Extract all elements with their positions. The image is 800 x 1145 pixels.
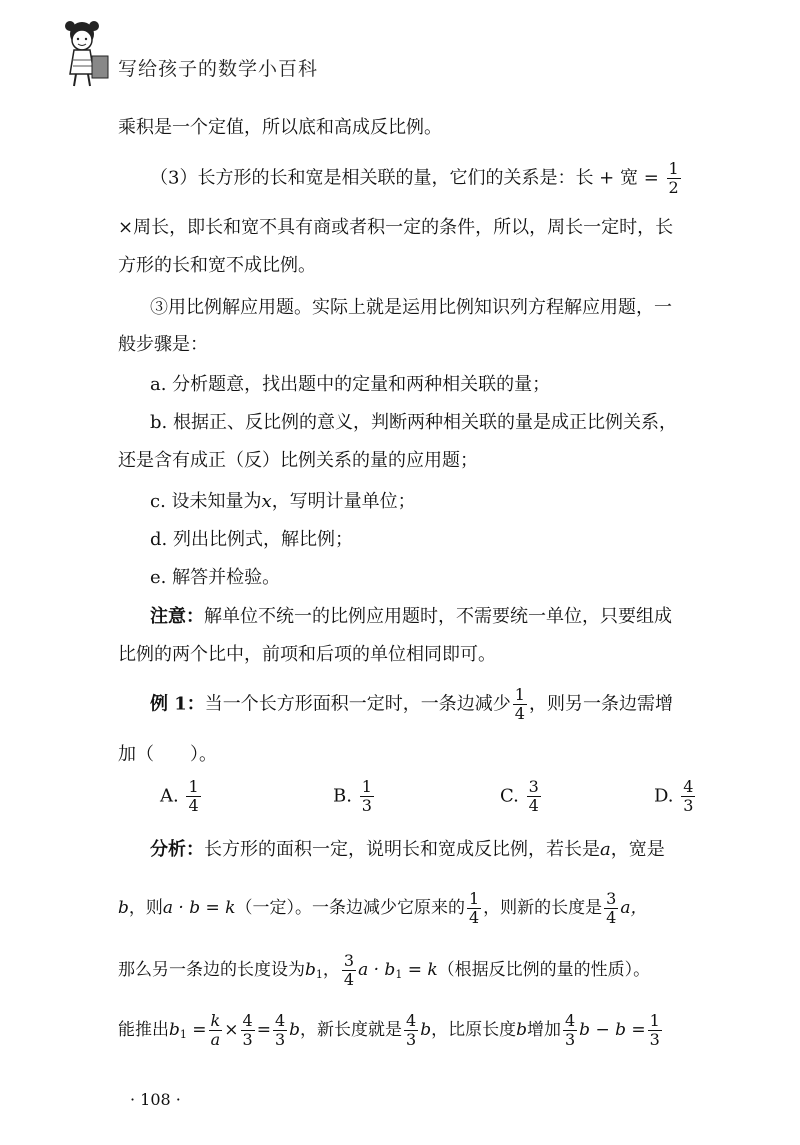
text-segment: 能推出 [118,1020,169,1040]
text-segment: 当一个长方形面积一定时，一条边减少 [204,693,511,715]
text-segment: （3）长方形的长和宽是相关联的量，它们的关系是：长 + 宽 = [150,167,659,189]
text-line: e. 解答并检验。 [150,567,281,588]
fraction [681,778,695,815]
option-label: C. [500,785,519,807]
text-segment: ，比原长度 [431,1020,517,1040]
formula: b − b = [579,1020,646,1040]
book-title: 写给孩子的数学小百科 [118,58,319,80]
fraction [360,778,374,815]
fraction [342,952,356,989]
variable: b [118,898,129,918]
fraction-numerator: 1 [514,685,525,704]
option-c [500,778,543,815]
variable: b [516,1020,527,1040]
variable: a [600,839,611,860]
page-number: · 108 · [130,1090,181,1109]
fraction-numerator: 4 [274,1011,286,1030]
fraction-denominator: 3 [406,1030,417,1049]
fraction [467,890,481,927]
text-line: 般步骤是： [118,334,208,355]
option-b [333,778,376,815]
text-segment: ，新长度就是 [300,1020,403,1040]
fraction-denominator: 3 [683,796,694,815]
fraction [513,686,527,723]
fraction-denominator: 3 [361,796,372,815]
fraction-denominator: 3 [274,1030,286,1049]
fraction-numerator: 4 [242,1011,253,1030]
text-line [150,686,673,723]
text-line [118,1012,664,1049]
fraction-denominator: 4 [514,704,525,723]
fraction [241,1012,255,1049]
variable: b [169,1020,180,1040]
fraction-denominator: a [210,1030,221,1049]
fraction-numerator: k [210,1011,221,1030]
text-segment: a， [620,898,648,918]
variable: x [261,491,272,512]
text-line: 还是含有成正（反）比例关系的量的应用题； [118,450,478,471]
option-label: D. [654,785,674,807]
analysis-label: 分析： [150,839,204,860]
fraction-denominator: 4 [606,908,617,927]
text-line: 方形的长和宽不成比例。 [118,255,316,276]
fraction-denominator: 3 [649,1030,660,1049]
text-segment: = [186,1020,207,1040]
variable: b [289,1020,301,1040]
girl-mascot-icon [62,14,118,88]
text-line [150,605,672,629]
text-line [150,160,683,197]
note-label: 注意： [150,606,204,627]
text-line [118,890,648,927]
fraction [604,890,618,927]
text-segment: ，则新的长度是 [483,898,603,918]
text-segment: = [256,1020,271,1040]
option-d [654,778,697,815]
fraction [186,778,200,815]
fraction-numerator: 1 [668,159,679,178]
option-label: A. [160,785,179,807]
fraction-denominator: 4 [188,796,199,815]
fraction-numerator: 1 [188,777,199,796]
fraction-denominator: 4 [468,908,480,927]
fraction [404,1012,418,1049]
text-line: a. 分析题意，找出题中的定量和两种相关联的量； [150,374,551,395]
fraction-denominator: 2 [668,178,679,197]
formula: = k [402,960,438,980]
fraction-numerator: 1 [361,777,372,796]
text-line: 乘积是一个定值，所以底和高成反比例。 [118,117,442,138]
fraction-numerator: 4 [406,1011,417,1030]
text-segment: 解单位不统一的比例应用题时，不需要统一单位，只要组成 [204,606,672,627]
text-segment: （根据反比例的量的性质）。 [437,960,651,980]
text-line [150,490,416,514]
text-line: d. 列出比例式，解比例； [150,529,353,550]
page-header [62,14,382,94]
fraction-denominator: 3 [242,1030,253,1049]
example-label: 例 1： [150,693,205,715]
text-line: b. 根据正、反比例的意义，判断两种相关联的量是成正比例关系， [150,412,677,433]
subscript: 1 [395,968,403,981]
fraction-numerator: 3 [528,777,539,796]
fraction [667,160,681,197]
fraction [209,1012,223,1049]
text-segment: 长方形的面积一定，说明长和宽成反比例，若长是 [204,839,600,860]
fraction [648,1012,662,1049]
fraction-denominator: 3 [564,1030,576,1049]
fraction [563,1012,577,1049]
fraction-denominator: 4 [528,796,539,815]
text-line [118,952,650,989]
text-segment: （一定）。一条边减少它原来的 [235,898,465,918]
fraction-numerator: 3 [606,889,617,908]
fraction-numerator: 4 [683,777,694,796]
text-segment: ，宽是 [610,839,665,860]
variable: b [305,960,316,980]
fraction-numerator: 4 [564,1011,576,1030]
text-line: 比例的两个比中，前项和后项的单位相同即可。 [118,644,496,665]
text-line [150,838,665,862]
fraction-numerator: 1 [649,1011,660,1030]
text-line: ×周长，即长和宽不具有商或者积一定的条件，所以，周长一定时，长 [118,217,674,238]
text-segment: 增加 [526,1020,561,1040]
fraction-numerator: 1 [468,889,480,908]
text-segment: c. 设未知量为 [150,491,262,512]
text-line: ③用比例解应用题。实际上就是运用比例知识列方程解应用题，一 [150,297,672,318]
text-segment: ，则 [128,898,163,918]
fraction-denominator: 4 [343,970,355,989]
text-segment: 那么另一条边的长度设为 [118,960,305,980]
text-segment: × [224,1020,239,1040]
formula: a · b [358,960,396,980]
text-segment: ，写明计量单位； [271,491,416,512]
subscript: 1 [315,968,323,981]
text-line: 加（ ）。 [118,744,217,765]
option-label: B. [333,785,352,807]
fraction [273,1012,287,1049]
fraction [527,778,541,815]
fraction-numerator: 3 [343,951,355,970]
variable: b [420,1020,432,1040]
text-segment: ，则另一条边需增 [528,693,673,715]
subscript: 1 [179,1028,187,1041]
formula: a · b = k [162,898,236,918]
option-a [160,778,203,815]
text-segment: ， [322,960,340,980]
